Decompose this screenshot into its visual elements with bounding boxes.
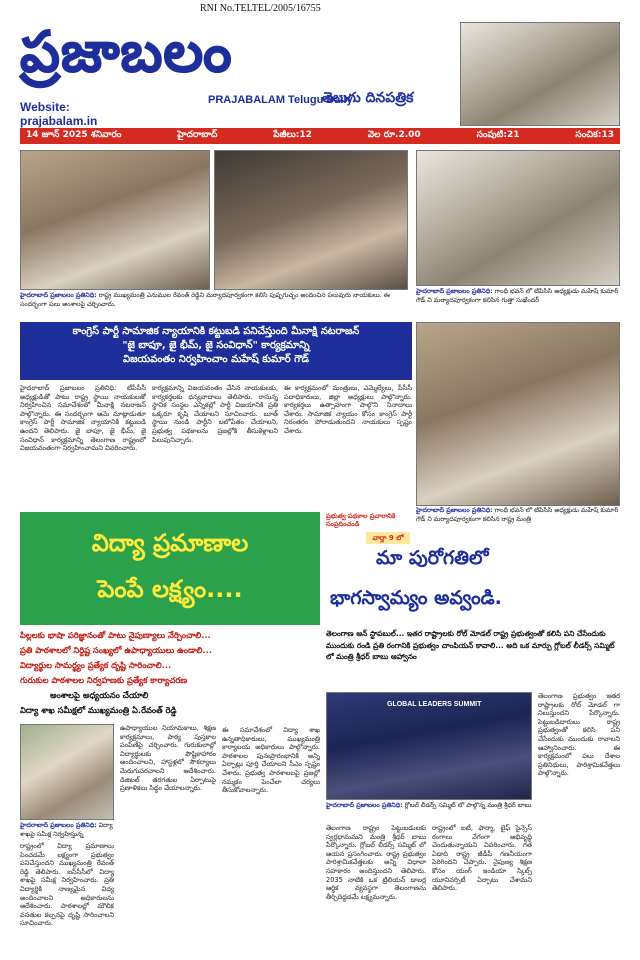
lead-headline (20, 322, 412, 380)
date-bar (20, 128, 620, 144)
purogathi-line2: భాగస్వామ్యం అవ్వండి. (330, 587, 502, 609)
top-photo-caption: హైదరాబాద్ ప్రజాబలం ప్రతినిధి: రాష్ట్ర ముఖ్యమంత్రి ఎనుముల రేవంత్ రెడ్డిని మర్యాదపూర్వకంగా కలిసి పుష్పగుచ్ఛం అందించిన పలువురు నాయకులు. ఈ సందర్భంగా పలు అంశాలపై చర్చించారు. (20, 292, 390, 308)
edu-headline-4: గురుకుల పాఠశాలల నిర్వహణకు ప్రత్యేక కార్యాచరణ (20, 675, 188, 685)
issue-number: సంచిక:13 (575, 130, 614, 140)
newspaper-logo: ప్రజాబలం (20, 20, 233, 85)
right-mid-caption: హైదరాబాద్ ప్రజాబలం ప్రతినిధి: గాంధీ భవన్ లో టీపీసీసీ అధ్యక్షుడు మహేష్ కుమార్ గౌడ్ ని మర్యాదపూర్వకంగా కలిసిన రాష్ట్ర మంత్రి (416, 507, 619, 523)
lead-body-col2: కార్యక్రమాన్ని విజయవంతం చేసిన నాయకులకు, కార్యకర్తలకు ధన్యవాదాలు తెలిపారు. రానున్న స్థానిక సంస్థల ఎన్నికల్లో పార్టీ విజయానికి ప్రతి ఒక్కరూ కృషి చేయాలని సూచించారు. బూత్ స్థాయి నుండి పార్టీని బలోపేతం చేయాలని, ప్రభుత్వ పథకాలను ప్రజల్లోకి తీసుకెళ్లాలని పిలుపునిచ్చారు. (152, 384, 278, 444)
edu-headline-6: విద్యా శాఖ సమీక్షలో ముఖ్యమంత్రి ఏ.రేవంత్ రెడ్డి (20, 705, 177, 715)
brand-telugu: తెలుగు దినపత్రిక (322, 90, 414, 106)
lead-body-col1: హైదరాబాద్ ప్రజాబలం ప్రతినిధి: టీపీసీసీ అధ్యక్షుడితో పాటు రాష్ట్ర స్థాయి నాయకులతో నిర్వహించిన సమావేశంలో మీనాక్షి నటరాజన్ పాల్గొన్నారు. ఈ సందర్భంగా ఆమె మాట్లాడుతూ కాంగ్రెస్ పార్టీ సామాజిక న్యాయానికి కట్టుబడి ఉందని తెలిపారు. జై బాపూ, జై భీమ్, జై సంవిధాన్ కార్యక్రమాన్ని తెలంగాణ రాష్ట్రంలో విజయవంతంగా నిర్వహించామని వివరించారు. (20, 384, 146, 453)
right-photo-top (416, 150, 620, 286)
edu-body-col3: ఈ సమావేశంలో విద్యా శాఖ ఉన్నతాధికారులు, ముఖ్యమంత్రి కార్యాలయ అధికారులు పాల్గొన్నారు. పాఠశాలల పునఃప్రారంభానికి అన్ని ఏర్పాట్లు పూర్తి చేయాలని సీఎం స్పష్టం చేశారు. ప్రభుత్వ పాఠశాలలపై ప్రజల్లో నమ్మకం పెంచేలా చర్యలు తీసుకోవాలన్నారు. (222, 726, 320, 795)
website-link[interactable]: prajabalam.in (20, 114, 98, 128)
edu-headline-5: అంశాలపై అధ్యయనం చేయాలి (50, 690, 149, 700)
lead-headline-line3: విజయవంతం నిర్వహించాం మహేష్ కుమార్ గౌడ్ (123, 354, 309, 365)
edu-headline-2: ప్రతి పాఠశాలలో నిర్దిష్ట సంఖ్యలో ఉపాధ్యాయులు ఉండాలి... (20, 645, 212, 655)
masthead-photo (460, 22, 620, 126)
summit-sign: GLOBAL LEADERS SUMMIT (387, 701, 482, 708)
edu-headline-1: పిల్లలకు భాషా పరిజ్ఞానంతో పాటు నైపుణ్యాలు నేర్పించాలి... (20, 630, 211, 640)
edu-body-col2: ఉపాధ్యాయుల నియామకాలు, శిక్షణ కార్యక్రమాలు, పాఠ్య పుస్తకాల పంపిణీపై చర్చించారు. గురుకులాల్లో విద్యార్థులకు పౌష్టికాహారం అందించాలని, హాస్టళ్లలో సౌకర్యాలు మెరుగుపరచాలని ఆదేశించారు. డిజిటల్ తరగతుల ఏర్పాటుపై ప్రణాళికలు సిద్ధం చేయాలన్నారు. (120, 724, 216, 793)
education-banner (20, 512, 320, 625)
summit-photo (326, 692, 532, 800)
purogathi-line1: మా పురోగతిలో (376, 547, 489, 569)
education-banner-line1: విద్యా ప్రమాణాల (91, 529, 249, 557)
edu-photo (20, 724, 114, 820)
website-label: Website: (20, 100, 70, 114)
brand-english: PRAJABALAM Telugu Daily (208, 94, 353, 106)
ad-page-ref: వార్తా 9 లో (366, 532, 410, 544)
summit-caption: హైదరాబాద్ ప్రజాబలం ప్రతినిధి: గ్లోబల్ లీడర్స్ సమ్మిట్ లో పాల్గొన్న మంత్రి శ్రీధర్ బాబు (326, 802, 532, 809)
lead-body-col3: ఈ కార్యక్రమంలో మంత్రులు, ఎమ్మెల్యేలు, పీసీసీ పదాధికారులు, జిల్లా అధ్యక్షులు పాల్గొన్నారు. కార్యకర్తలు ఉత్సాహంగా పాల్గొని నినాదాలు చేశారు. సామాజిక న్యాయం కోసం కాంగ్రెస్ పార్టీ నిరంతరం పోరాడుతుందని నాయకులు స్పష్టం చేశారు. (284, 384, 412, 435)
volume-number: సంపుటి:21 (476, 130, 520, 140)
ad-note: ప్రభుత్వ పథకాల ప్రచారానికి సంప్రదించండి (326, 512, 396, 528)
edu-photo-caption: హైదరాబాద్ ప్రజాబలం ప్రతినిధి: విద్యా శాఖపై సమీక్ష నిర్వహిస్తున్న (20, 822, 113, 838)
top-photo-1 (20, 150, 210, 290)
rni-number: RNI No.TELTEL/2005/16755 (200, 3, 321, 14)
lead-headline-line2: "జై బాపూ, జై భీమ్, జై సంవిధాన్" కార్యక్రమాన్ని (122, 340, 310, 351)
right-photo-mid (416, 322, 620, 506)
right-top-caption: హైదరాబాద్ ప్రజాబలం ప్రతినిధి: గాంధీ భవన్ లో టీపీసీసీ అధ్యక్షుడు మహేష్ కుమార్ గౌడ్ ని మర్యాదపూర్వకంగా కలిసిన గుత్తా సుఖేందర్ (416, 288, 619, 304)
summit-body-col2: రాష్ట్రంలో ఐటీ, ఫార్మా, లైఫ్ సైన్సెస్ రంగాలు వేగంగా అభివృద్ధి చెందుతున్నాయని వివరించారు. గత ఏడాది రాష్ట్ర జీడీపీ గణనీయంగా పెరిగిందని చెప్పారు. నైపుణ్య శిక్షణ కోసం యంగ్ ఇండియా స్కిల్స్ యూనివర్సిటీ ఏర్పాటు చేశామని తెలిపారు. (432, 824, 532, 893)
summit-body-col3: తెలంగాణ ప్రభుత్వం ఇతర రాష్ట్రాలకు రోల్ మోడల్ గా నిలుస్తుందని పేర్కొన్నారు. పెట్టుబడిదారులు రాష్ట్ర ప్రభుత్వంతో కలిసి పని చేసేందుకు ముందుకు రావాలని ఆహ్వానించారు. ఈ కార్యక్రమంలో పలు దేశాల ప్రతినిధులు, పారిశ్రామికవేత్తలు పాల్గొన్నారు. (538, 692, 620, 778)
summit-headline: తెలంగాణ అన్ స్టాపబుల్... ఇతర రాష్ట్రాలకు రోల్ మోడల్ రాష్ట్ర ప్రభుత్వంతో కలిసి పని చేసేందుకు ముందుకు రండి ప్రతి రంగానికి ప్రభుత్వం చాంపియన్ కావాలి... అది ఒక మార్పు గ్లోబల్ లీడర్స్ సమ్మిట్ లో మంత్రి శ్రీధర్ బాబు ఆహ్వానం (326, 629, 615, 661)
edu-body-col1: రాష్ట్రంలో విద్యా ప్రమాణాలు పెంచడమే లక్ష్యంగా ప్రభుత్వం పనిచేస్తుందని ముఖ్యమంత్రి రేవంత్ రెడ్డి తెలిపారు. ఐసీసీసీలో విద్యా శాఖపై సమీక్ష నిర్వహించారు. ప్రతి విద్యార్థికి నాణ్యమైన విద్య అందించాలని అధికారులను ఆదేశించారు. పాఠశాలల్లో మౌలిక వసతుల కల్పనపై దృష్టి సారించాలని సూచించారు. (20, 842, 114, 928)
lead-headline-line1: కాంగ్రెస్ పార్టీ సామాజిక న్యాయానికి కట్టుబడి పనిచేస్తుంది మీనాక్షి నటరాజన్ (72, 326, 360, 337)
education-banner-line2: పెంపే లక్ష్యం.... (97, 575, 243, 603)
page-count: పేజీలు:12 (273, 130, 312, 140)
issue-date: 14 జూన్ 2025 శనివారం (26, 130, 122, 140)
issue-city: హైదరాబాద్ (177, 130, 218, 140)
summit-body-col1: తెలంగాణ రాష్ట్రం పెట్టుబడులకు స్వర్గధామమని మంత్రి శ్రీధర్ బాబు పేర్కొన్నారు. గ్లోబల్ లీడర్స్ సమ్మిట్ లో ఆయన ప్రసంగించారు. రాష్ట్ర ప్రభుత్వం పారిశ్రామికవేత్తలకు అన్ని విధాలా సహకారం అందిస్తుందని తెలిపారు. 2035 నాటికి ఒక ట్రిలియన్ డాలర్ల ఆర్థిక వ్యవస్థగా తెలంగాణను తీర్చిదిద్దడమే లక్ష్యమన్నారు. (326, 824, 426, 901)
edu-headline-3: విద్యార్థుల సామర్థ్యం ప్రత్యేక దృష్టి సారించాలి... (20, 660, 172, 670)
top-photo-2 (214, 150, 408, 290)
price: వెల రూ.2.00 (367, 130, 421, 140)
